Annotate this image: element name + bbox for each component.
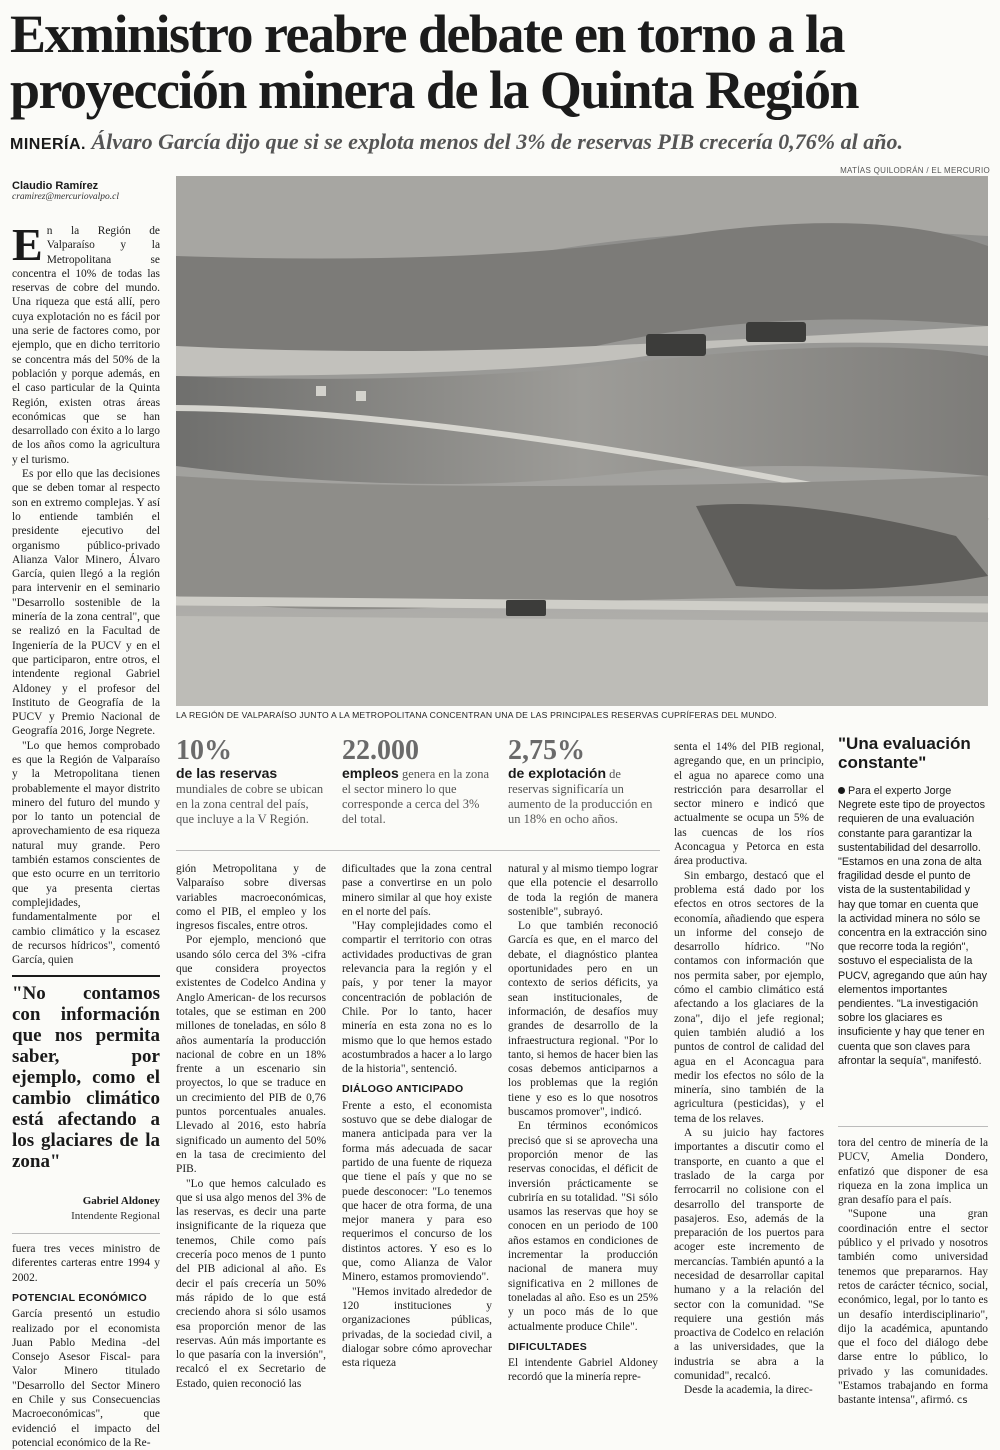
byline [12, 180, 162, 202]
paragraph: García presentó un estudio realizado por el economista Juan Pablo Medina -del Consejo Asesor Fiscal- para Valor Minero titulado "Desarrollo del Sector Minero en Chile y sus Consecuencias Macroeconómicas", que evidenció el impacto del potencial económico de la Re- [12, 1308, 160, 1449]
subheadline [10, 128, 995, 159]
paragraph: "Lo que hemos calculado es que si usa algo menos del 3% de las reservas, es decir una parte insignificante de la riqueza que tenemos, Chile como país crecería poco menos de 1 punto del PIB adicional al año. Es decir el país crecería un 50% más rápido de lo que está creciendo ahora si sólo usamos esa proporción menor de las reservas. Aún más importante es lo que pasaría con la inversión", recalcó el ex Secretario de Estado, quien reconoció las [176, 1177, 326, 1390]
mine-photo [176, 176, 988, 706]
paragraph: Por ejemplo, mencionó que usando sólo cerca del 3% -cifra que considera proyectos existentes de Codelco Andina y Anglo American- de los recursos totales, que se estiman en 200 millones de toneladas, en sólo 8 años aumentaría la producción nacional de cobre en un 18% frente a un escenario sin proyectos, lo que se traduce en un crecimiento del PIB de 0,76 puntos porcentuales anuales. Llevado al 2016, esto habría significado un aumento del 50% en la tasa de crecimiento del PIB. [176, 934, 326, 1176]
stat-text: mundiales de cobre se ubican en la zona central del país, que incluye a la V Región. [176, 782, 324, 826]
paragraph: "Hemos invitado alrededor de 120 instituciones y organizaciones públicas, privadas, de la sociedad civil, a dialogar sobre cómo aprovechar esta riqueza [342, 1285, 492, 1370]
paragraph: "Supone una gran coordinación entre el sector público y el privado y nosotros también como universidad tenemos que prepararnos. Hay retos de carácter técnico, social, económico, legal, por lo tanto es un desafío interdisciplinario", dijo la académica, apuntando que el foco del diálogo debe darse entre lo público, lo privado y las comunidades. "Estamos trabajando en forma bastante intensa", afirmó. [838, 1208, 988, 1407]
paragraph: En términos económicos precisó que si se aprovecha una proporción menor de las reservas conocidas, el déficit de inversión prácticamente se cubriría en su totalidad. "Si sólo usamos las reservas que hoy se conocen en un periodo de 100 años estamos en condiciones de incrementar la producción nacional de manera muy significativa en 2 millones de toneladas al año. Eso es un 25% y un poco más de lo que actualmente produce Chile". [508, 1120, 658, 1333]
paragraph: "Hay complejidades como el compartir el territorio con otras actividades productivas de gran relevancia para la región y el país, y por tener la mayor concentración de población de Chile. Por lo tanto, hacer minería en esta zona no es lo mismo que lo que hemos estado acostumbrados a hacer a lo largo de la historia", sentenció. [342, 920, 492, 1076]
section-heading: DIFICULTADES [508, 1340, 588, 1353]
divider [176, 850, 660, 851]
photo-caption: LA REGIÓN DE VALPARAÍSO JUNTO A LA METROPOLITANA CONCENTRAN UNA DE LAS PRINCIPALES RESERVAS CUPRÍFERAS DEL MUNDO. [176, 710, 777, 720]
article-column-5 [674, 740, 824, 1422]
paragraph: tora del centro de minería de la PUCV, Amelia Dondero, enfatizó que disponer de esa riqueza en la zona implica un gran desafío para el país. [838, 1137, 988, 1207]
paragraph: El intendente Gabriel Aldoney recordó que la minería repre- [508, 1357, 658, 1384]
paragraph: Es por ello que las decisiones que se deben tomar al respecto son en extremo complejas. Y así lo entiende también el presidente ejecutivo del organismo público-privado Alianza Valor Minero, Álvaro García, quien llegó a la región para intervenir en el seminario "Desarrollo sostenible de la minería de la zona central", que se realizó en la Facultad de Ingeniería de la PUCV y en el que participaron, entre otros, el intendente regional Gabriel Aldoney y el profesor del Instituto de Geografía de la PUCV y Premio Nacional de Geografía 2016, Jorge Negrete. [12, 468, 160, 738]
stat-number: 22.000 [342, 735, 419, 766]
paragraph: "Lo que hemos comprobado es que la Región de Valparaíso y la Metropolitana tienen probablemente el mayor distrito minero del futuro del mundo y por lo tanto un potencial de aprovechamiento de esa riqueza natural muy grande. Pero también estamos conscientes de que esto ocurre en un territorio que ya presenta ciertas complejidades, fundamentalmente por el cambio climático y la escasez de recursos hídricos", comentó García, quien [12, 739, 160, 967]
author-email: cramirez@mercuriovalpo.cl [12, 192, 119, 202]
stat-label: empleos [342, 765, 399, 781]
stat-number: 10% [176, 735, 232, 766]
pull-quote: "No contamos con información que nos permita saber, por ejemplo, como el cambio climático está afectando a los glaciares de la zona" [12, 983, 160, 1173]
paragraph: Sin embargo, destacó que el problema está dado por los efectos en otros sectores de la economía, añadiendo que espera un informe del consejo de desarrollo hídrico. "No contamos con información que nos permita saber, por ejemplo, cómo el cambio climático está afectando a los glaciares de la zona", dijo el jefe regional; quien también aludió a los puntos de control de calidad del agua en el Aconcagua para medir los efectos no sólo de la minería, sino también de la agricultura (pesticidas), y el tema de los relaves. [674, 869, 824, 1125]
sidebar-title: "Una evaluación constante" [838, 734, 971, 772]
deck: Álvaro García dijo que si se explota menos del 3% de reservas PIB crecería 0,76% al año. [91, 129, 903, 154]
article-column-6 [838, 1136, 988, 1426]
headline: Exministro reabre debate en torno a la proyección minera de la Quinta Región [10, 4, 858, 120]
sidebar-box [838, 734, 988, 1068]
stat-block [176, 736, 326, 827]
stat-label: de las reservas [176, 765, 278, 781]
stat-block [508, 736, 658, 827]
article-column-4 [508, 862, 658, 1422]
section-heading: DIÁLOGO ANTICIPADO [342, 1083, 464, 1096]
paragraph: fuera tres veces ministro de diferentes carteras entre 1994 y 2002. [12, 1243, 160, 1284]
kicker: MINERÍA. [10, 136, 86, 153]
section-heading: POTENCIAL ECONÓMICO [12, 1291, 148, 1304]
quote-role: Intendente Regional [71, 1209, 160, 1222]
paragraph: n la Región de Valparaíso y la Metropolitana se concentra el 10% de todas las reservas de cobre del mundo. Una riqueza que está allí, pero cuya explotación no es fácil por una serie de factores como, por ejemplo, que en dicho territorio se concentra más del 50% de la población y porque además, en el caso particular de la Quinta Región, existen otras áreas económicas que se han desarrollado con éxito a lo largo de los años como la agricultura y el turismo. [12, 225, 160, 466]
sidebar-text: Para el experto Jorge Negrete este tipo de proyectos requieren de una evaluación constante para garantizar la sustentabilidad del desarrollo. "Estamos en una zona de alta fragilidad desde el punto de vista de la sustentabilidad y hay que tomar en cuenta que la actividad minera no sólo se concentra en la extracción sino que recorre toda la región", sostuvo el especialista de la PUCV, agregando que aún hay elementos importantes pendientes. "La investigación sobre los glaciares es insuficiente y hay que tener en cuenta que son claves para afrontar la sequía", manifestó. [838, 785, 988, 1067]
article-column-3 [342, 862, 492, 1422]
stat-text: genera en la zona el sector minero lo que corresponde a cerca del 3% del total. [342, 767, 490, 826]
paragraph: dificultades que la zona central pase a convertirse en un polo minero similar al que hoy existe en el norte del país. [342, 863, 492, 918]
open-pit-mine-image [176, 176, 988, 706]
stat-text: de reservas significaría un aumento de la producción en un 18% en ocho años. [508, 767, 653, 826]
stat-block [342, 736, 492, 827]
paragraph: A su juicio hay factores importantes a discutir como el transporte, en cuanto a que el traslado de la carga por ferrocarril no colisione con el desarrollo del transporte de pasajeros. Eso, además de la preparación de los puertos para acoger este incremento de mercancías. También apuntó a la necesidad de desarrollar capital humano y a la relación del sector con la comunidad. "Se requiere una gestión más proactiva de Codelco en relación a las universidades, que la industria se abra a la comunidad", recalcó. [674, 1127, 824, 1383]
quote-author: Gabriel Aldoney [82, 1195, 160, 1208]
article-column-1 [12, 219, 160, 1449]
stat-number: 2,75% [508, 735, 585, 766]
author-name: Claudio Ramírez [12, 180, 99, 192]
article-column-2 [176, 862, 326, 1422]
paragraph: gión Metropolitana y de Valparaíso sobre diversas variables macroeconómicas, como el PIB, el empleo y los ingresos fiscales, entre otros. [176, 863, 326, 933]
bullet-icon [838, 787, 845, 794]
end-mark-icon: cs [956, 1395, 968, 1407]
paragraph: senta el 14% del PIB regional, agregando que, en un principio, el agua no aparece como una restricción para desarrollar el sector minero e indicó que actualmente se ocupa un 5% de las cuencas de los ríos Aconcagua y Petorca en esta área productiva. [674, 741, 824, 868]
paragraph: natural y al mismo tiempo lograr que ella potencie el desarrollo de toda la región de manera sostenible", subrayó. [508, 863, 658, 918]
paragraph: Lo que también reconoció García es que, en el marco del debate, el diagnóstico plantea oportunidades pero en un contexto de serios déficits, ya sean institucionales, de información, de desafíos muy grandes de desarrollo de la infraestructura regional. "Por lo tanto, si hemos de hacer bien las cosas debemos anticiparnos a los problemas que la región tiene y eso es lo que nosotros buscamos promover", indicó. [508, 920, 658, 1119]
paragraph: Frente a esto, el economista sostuvo que se debe dialogar de manera anticipada para ver la forma más adecuada de sacar partido de una fuente de riqueza que tiene el país y que no se puede desconocer: "Lo tenemos que hacer de otra forma, de una mejor manera y para eso requerimos el concurso de los distintos actores. Y eso es lo que, como Alianza de Valor Minero, estamos promoviendo". [342, 1099, 492, 1284]
dropcap: E [12, 219, 43, 270]
paragraph: Desde la academia, la direc- [684, 1384, 813, 1397]
photo-credit: MATÍAS QUILODRÁN / EL MERCURIO [840, 166, 990, 175]
divider [838, 1126, 988, 1127]
stat-label: de explotación [508, 765, 607, 781]
